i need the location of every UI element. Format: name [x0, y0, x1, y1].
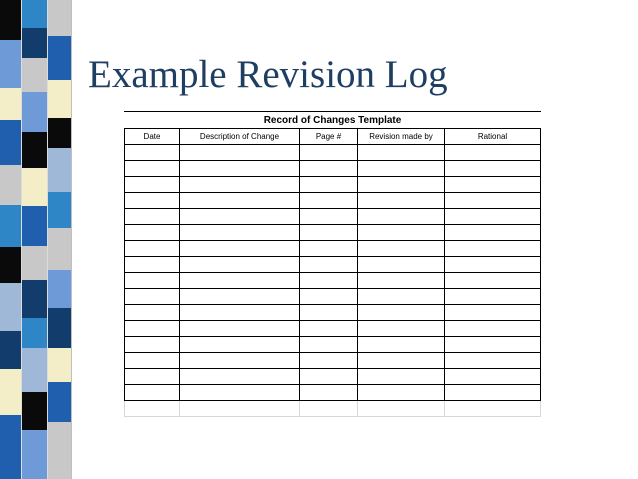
table-cell[interactable] — [180, 289, 300, 305]
table-row — [125, 193, 541, 209]
table-header-row — [125, 129, 541, 145]
table-cell[interactable] — [358, 193, 445, 209]
table-cell[interactable] — [300, 321, 358, 337]
table-cell[interactable] — [358, 273, 445, 289]
decorative-side-strip — [0, 0, 72, 479]
table-body — [125, 145, 541, 417]
table-cell[interactable] — [358, 177, 445, 193]
table-cell[interactable] — [300, 385, 358, 401]
table-cell[interactable] — [180, 337, 300, 353]
table-cell[interactable] — [358, 257, 445, 273]
table-cell[interactable] — [358, 305, 445, 321]
table-cell[interactable] — [180, 145, 300, 161]
table-cell[interactable] — [125, 369, 180, 385]
table-cell[interactable] — [445, 161, 541, 177]
table-cell[interactable] — [125, 209, 180, 225]
table-cell[interactable] — [125, 289, 180, 305]
table-row — [125, 241, 541, 257]
table-cell[interactable] — [300, 369, 358, 385]
table-cell[interactable] — [445, 369, 541, 385]
table-cell[interactable] — [125, 401, 180, 417]
table-cell[interactable] — [358, 401, 445, 417]
table-title-row — [125, 112, 541, 129]
table-row — [125, 401, 541, 417]
table-cell[interactable] — [125, 241, 180, 257]
table-cell[interactable] — [180, 401, 300, 417]
table-cell[interactable] — [300, 289, 358, 305]
table-cell[interactable] — [445, 209, 541, 225]
table-cell[interactable] — [300, 177, 358, 193]
table-cell[interactable] — [180, 257, 300, 273]
table-cell[interactable] — [445, 321, 541, 337]
table-row — [125, 257, 541, 273]
table-cell[interactable] — [445, 401, 541, 417]
table-cell[interactable] — [125, 225, 180, 241]
table-cell[interactable] — [358, 145, 445, 161]
table-cell[interactable] — [125, 273, 180, 289]
table-row — [125, 337, 541, 353]
table-cell[interactable] — [125, 161, 180, 177]
table-row — [125, 305, 541, 321]
table-cell[interactable] — [180, 225, 300, 241]
table-cell[interactable] — [300, 401, 358, 417]
table-cell[interactable] — [125, 145, 180, 161]
table-cell[interactable] — [300, 209, 358, 225]
table-cell[interactable] — [180, 385, 300, 401]
table-cell[interactable] — [445, 225, 541, 241]
column-header-rational: Rational — [445, 129, 541, 145]
table-cell[interactable] — [180, 177, 300, 193]
table-row — [125, 177, 541, 193]
table-cell[interactable] — [300, 257, 358, 273]
table-cell[interactable] — [125, 193, 180, 209]
table-cell[interactable] — [445, 289, 541, 305]
table-cell[interactable] — [180, 369, 300, 385]
table-cell[interactable] — [445, 177, 541, 193]
table-cell[interactable] — [180, 209, 300, 225]
table-cell[interactable] — [300, 145, 358, 161]
table-cell[interactable] — [445, 305, 541, 321]
table-cell[interactable] — [125, 177, 180, 193]
slide-title: Example Revision Log — [88, 53, 448, 96]
table-cell[interactable] — [358, 289, 445, 305]
table-row — [125, 321, 541, 337]
column-header-description: Description of Change — [180, 129, 300, 145]
table-cell[interactable] — [180, 241, 300, 257]
table-cell[interactable] — [300, 337, 358, 353]
table-cell[interactable] — [125, 385, 180, 401]
table-cell[interactable] — [358, 321, 445, 337]
table-cell[interactable] — [445, 257, 541, 273]
table-cell[interactable] — [445, 193, 541, 209]
table-cell[interactable] — [358, 209, 445, 225]
table-cell[interactable] — [180, 193, 300, 209]
table-row — [125, 369, 541, 385]
table-cell[interactable] — [180, 321, 300, 337]
table-cell[interactable] — [300, 241, 358, 257]
table-cell[interactable] — [125, 353, 180, 369]
table-cell[interactable] — [300, 161, 358, 177]
table-cell[interactable] — [125, 337, 180, 353]
table-cell[interactable] — [358, 225, 445, 241]
table-cell[interactable] — [358, 353, 445, 369]
table-cell[interactable] — [180, 273, 300, 289]
table-cell[interactable] — [125, 321, 180, 337]
table-row — [125, 209, 541, 225]
table-cell[interactable] — [125, 305, 180, 321]
table-cell[interactable] — [180, 161, 300, 177]
table-cell[interactable] — [358, 337, 445, 353]
table-cell[interactable] — [445, 241, 541, 257]
revision-log-table — [124, 111, 541, 417]
table-title: Record of Changes Template — [125, 112, 541, 129]
table-cell[interactable] — [300, 353, 358, 369]
table-cell[interactable] — [358, 385, 445, 401]
table-row — [125, 385, 541, 401]
table-cell[interactable] — [358, 161, 445, 177]
table-cell[interactable] — [300, 273, 358, 289]
table-cell[interactable] — [445, 337, 541, 353]
table-row — [125, 161, 541, 177]
column-header-revision-made-by: Revision made by — [358, 129, 445, 145]
table-cell[interactable] — [300, 193, 358, 209]
table-row — [125, 145, 541, 161]
table-cell[interactable] — [180, 305, 300, 321]
table-cell[interactable] — [358, 369, 445, 385]
table-cell[interactable] — [300, 225, 358, 241]
table-cell[interactable] — [445, 353, 541, 369]
table-row — [125, 353, 541, 369]
table-row — [125, 273, 541, 289]
table-cell[interactable] — [300, 305, 358, 321]
table-cell[interactable] — [445, 145, 541, 161]
table-row — [125, 225, 541, 241]
column-header-date: Date — [125, 129, 180, 145]
table-cell[interactable] — [180, 353, 300, 369]
table-row — [125, 289, 541, 305]
table-cell[interactable] — [445, 273, 541, 289]
table-cell[interactable] — [125, 257, 180, 273]
column-header-page: Page # — [300, 129, 358, 145]
table-cell[interactable] — [445, 385, 541, 401]
table-cell[interactable] — [358, 241, 445, 257]
